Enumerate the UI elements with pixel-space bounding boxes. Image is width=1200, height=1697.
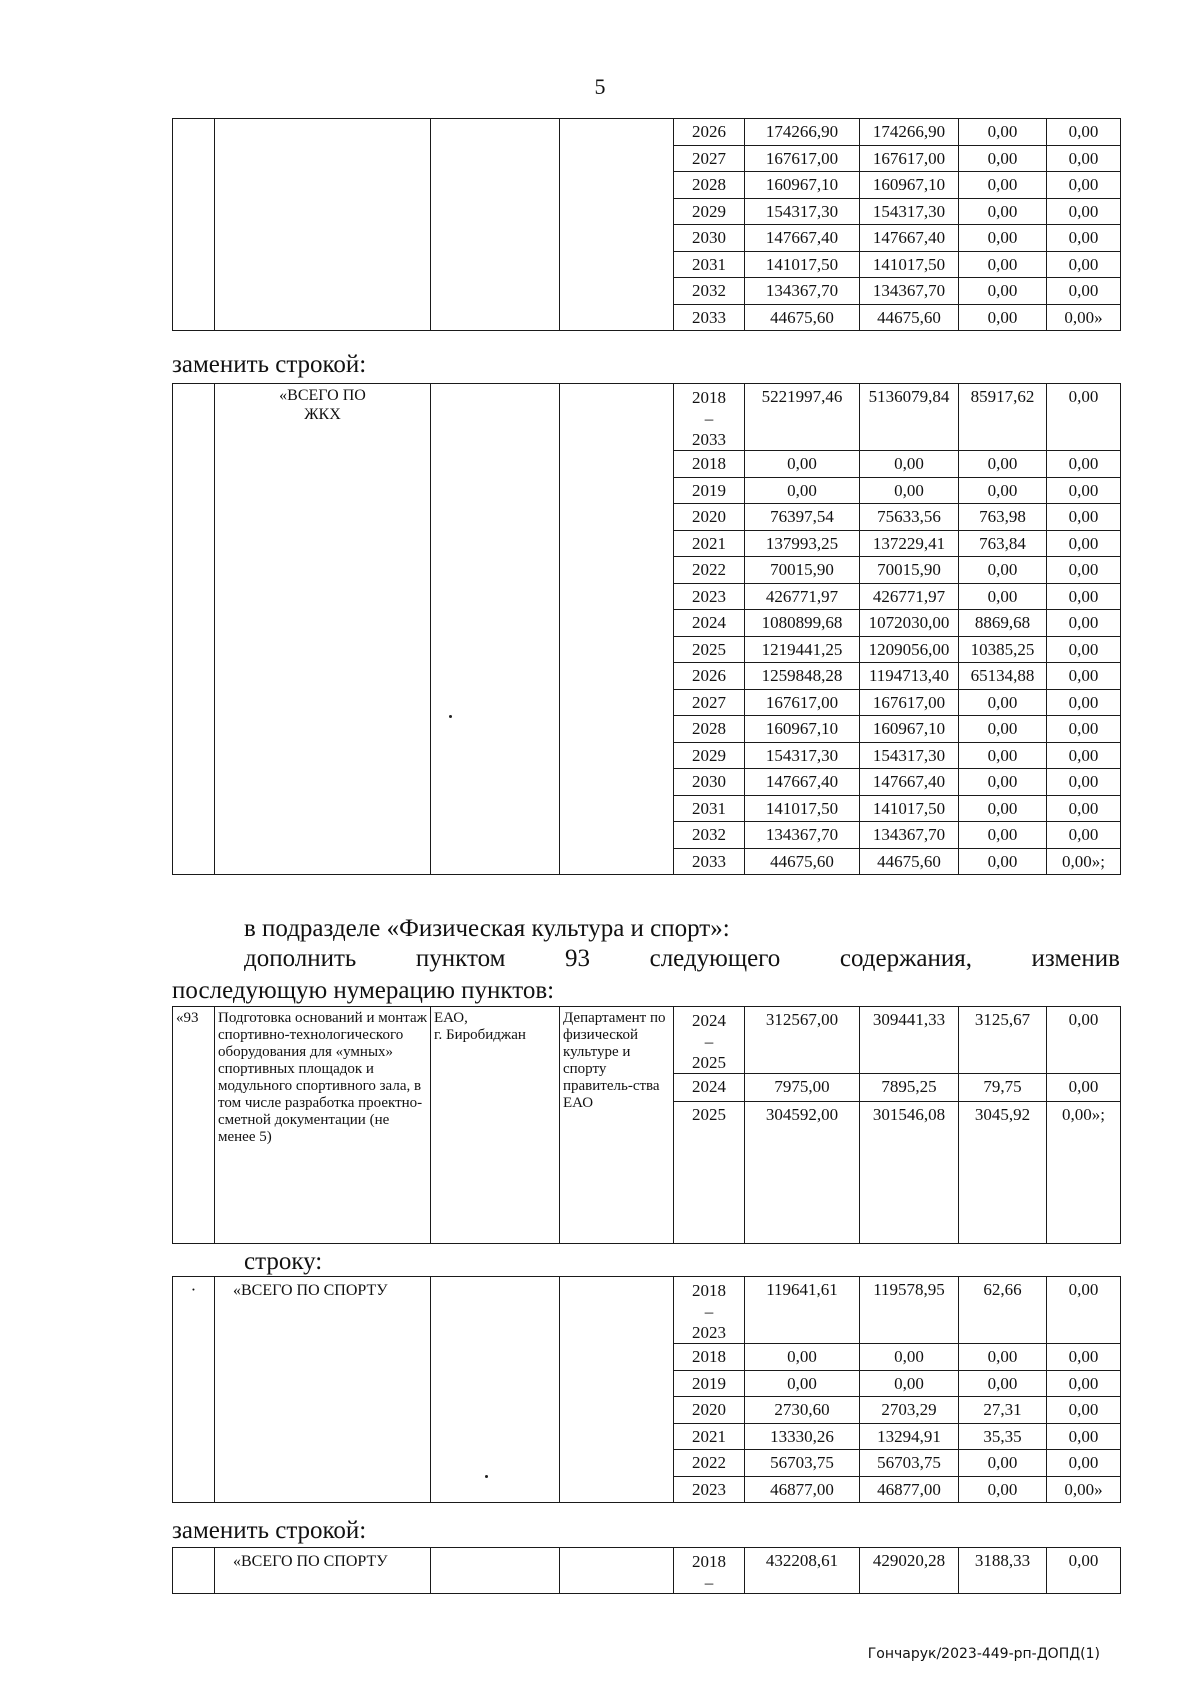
year-cell: 2019 <box>674 477 745 504</box>
value-a: 154317,30 <box>745 198 860 225</box>
value-b: 0,00 <box>860 477 959 504</box>
empty-cell <box>560 384 674 875</box>
total-label: «ВСЕГО ПО СПОРТУ <box>215 1548 431 1594</box>
value-d: 0,00 <box>1047 451 1121 478</box>
stray-dot <box>485 1475 488 1478</box>
value-c: 0,00 <box>959 451 1047 478</box>
total-a: 119641,61 <box>745 1277 860 1344</box>
year-range-cell <box>674 1548 745 1594</box>
value-a: 134367,70 <box>745 822 860 849</box>
year-cell: 2021 <box>674 530 745 557</box>
year-cell: 2030 <box>674 225 745 252</box>
value-d: 0,00» <box>1047 1476 1121 1503</box>
label-line2: ЖКХ <box>304 406 341 423</box>
value-c: 0,00 <box>959 119 1047 146</box>
value-a: 46877,00 <box>745 1476 860 1503</box>
item-executor: Департамент по физической культуре и спорту правитель-ства ЕАО <box>560 1007 674 1244</box>
table-total-zhkh <box>172 383 1121 875</box>
year-cell: 2027 <box>674 145 745 172</box>
value-d: 0,00» <box>1047 304 1121 331</box>
value-a: 426771,97 <box>745 583 860 610</box>
value-c: 0,00 <box>959 1476 1047 1503</box>
range-dash: – <box>704 1302 714 1321</box>
year-cell: 2032 <box>674 278 745 305</box>
value-a: 304592,00 <box>745 1102 860 1244</box>
label-line1: «ВСЕГО ПО <box>279 387 366 404</box>
table-total-sport-new <box>172 1547 1121 1594</box>
value-d: 0,00»; <box>1047 848 1121 875</box>
table-row-total <box>173 1277 1121 1344</box>
total-d: 0,00 <box>1047 1277 1121 1344</box>
value-d: 0,00 <box>1047 278 1121 305</box>
item-number: «93 <box>173 1007 215 1244</box>
value-b: 147667,40 <box>860 769 959 796</box>
value-d: 0,00 <box>1047 1397 1121 1424</box>
value-b: 56703,75 <box>860 1450 959 1477</box>
year-range-cell <box>674 384 745 451</box>
value-a: 44675,60 <box>745 848 860 875</box>
value-a: 0,00 <box>745 1370 860 1397</box>
value-c: 0,00 <box>959 716 1047 743</box>
value-c: 0,00 <box>959 278 1047 305</box>
value-c: 0,00 <box>959 822 1047 849</box>
value-c: 0,00 <box>959 689 1047 716</box>
place-line1: ЕАО, <box>434 1010 468 1026</box>
value-c: 0,00 <box>959 1344 1047 1371</box>
subsection-line: в подразделе «Физическая культура и спорт»: <box>244 915 730 942</box>
value-a: 134367,70 <box>745 278 860 305</box>
range-end: 2025 <box>692 1053 726 1072</box>
value-a: 167617,00 <box>745 145 860 172</box>
value-b: 7895,25 <box>860 1074 959 1102</box>
value-a: 13330,26 <box>745 1423 860 1450</box>
value-a: 2730,60 <box>745 1397 860 1424</box>
word: содержания, <box>839 945 972 972</box>
year-cell: 2032 <box>674 822 745 849</box>
value-b: 134367,70 <box>860 278 959 305</box>
word: следующего <box>649 945 781 972</box>
value-d: 0,00»; <box>1047 1102 1121 1244</box>
year-cell: 2033 <box>674 304 745 331</box>
value-a: 174266,90 <box>745 119 860 146</box>
value-c: 65134,88 <box>959 663 1047 690</box>
empty-cell <box>560 1277 674 1503</box>
value-a: 147667,40 <box>745 769 860 796</box>
value-b: 1194713,40 <box>860 663 959 690</box>
value-d: 0,00 <box>1047 1344 1121 1371</box>
total-d: 0,00 <box>1047 384 1121 451</box>
page-number: 5 <box>594 74 606 99</box>
add-paragraph-line1 <box>244 944 1120 974</box>
value-b: 147667,40 <box>860 225 959 252</box>
year-cell: 2022 <box>674 1450 745 1477</box>
value-b: 70015,90 <box>860 557 959 584</box>
value-c: 0,00 <box>959 795 1047 822</box>
value-c: 0,00 <box>959 198 1047 225</box>
year-cell: 2020 <box>674 504 745 531</box>
value-b: 0,00 <box>860 1370 959 1397</box>
year-cell: 2024 <box>674 610 745 637</box>
value-c: 763,84 <box>959 530 1047 557</box>
value-b: 0,00 <box>860 1344 959 1371</box>
year-cell: 2021 <box>674 1423 745 1450</box>
total-b: 5136079,84 <box>860 384 959 451</box>
total-c: 3188,33 <box>959 1548 1047 1594</box>
value-a: 1219441,25 <box>745 636 860 663</box>
empty-cell <box>431 1277 560 1503</box>
value-b: 0,00 <box>860 451 959 478</box>
table-item-93 <box>172 1006 1121 1244</box>
value-b: 1072030,00 <box>860 610 959 637</box>
value-c: 35,35 <box>959 1423 1047 1450</box>
value-a: 0,00 <box>745 1344 860 1371</box>
value-c: 0,00 <box>959 225 1047 252</box>
row-number-cell: · <box>173 1277 215 1503</box>
year-cell: 2030 <box>674 769 745 796</box>
word: изменив <box>1031 945 1120 972</box>
year-range-cell <box>674 1277 745 1344</box>
value-d: 0,00 <box>1047 225 1121 252</box>
value-c: 0,00 <box>959 557 1047 584</box>
value-b: 160967,10 <box>860 172 959 199</box>
value-c: 8869,68 <box>959 610 1047 637</box>
year-cell: 2029 <box>674 198 745 225</box>
value-b: 75633,56 <box>860 504 959 531</box>
value-d: 0,00 <box>1047 689 1121 716</box>
range-end: 2033 <box>692 430 726 449</box>
value-c: 0,00 <box>959 1450 1047 1477</box>
empty-cell <box>215 119 431 331</box>
year-cell: 2026 <box>674 663 745 690</box>
year-cell: 2023 <box>674 583 745 610</box>
word: пунктом <box>415 945 506 972</box>
value-d: 0,00 <box>1047 504 1121 531</box>
value-d: 0,00 <box>1047 1450 1121 1477</box>
value-d: 0,00 <box>1047 530 1121 557</box>
row-number-cell <box>173 384 215 875</box>
value-a: 44675,60 <box>745 304 860 331</box>
value-c: 79,75 <box>959 1074 1047 1102</box>
value-c: 0,00 <box>959 769 1047 796</box>
year-cell: 2022 <box>674 557 745 584</box>
value-a: 154317,30 <box>745 742 860 769</box>
value-d: 0,00 <box>1047 1423 1121 1450</box>
value-b: 167617,00 <box>860 689 959 716</box>
range-start: 2018 <box>692 388 726 407</box>
table-total-sport-old <box>172 1276 1121 1503</box>
empty-cell <box>560 119 674 331</box>
place-line2: г. Биробиджан <box>434 1027 526 1043</box>
value-b: 301546,08 <box>860 1102 959 1244</box>
value-b: 167617,00 <box>860 145 959 172</box>
value-c: 763,98 <box>959 504 1047 531</box>
item-place <box>431 1007 560 1244</box>
range-dash: – <box>704 409 714 428</box>
total-a: 432208,61 <box>745 1548 860 1594</box>
value-b: 137229,41 <box>860 530 959 557</box>
total-label <box>215 384 431 875</box>
total-b: 309441,33 <box>860 1007 959 1074</box>
year-cell: 2027 <box>674 689 745 716</box>
total-b: 119578,95 <box>860 1277 959 1344</box>
value-d: 0,00 <box>1047 1074 1121 1102</box>
year-cell: 2025 <box>674 1102 745 1244</box>
year-cell: 2026 <box>674 119 745 146</box>
range-end: 2023 <box>692 1323 726 1342</box>
value-b: 426771,97 <box>860 583 959 610</box>
range-dash: – <box>704 1573 714 1592</box>
empty-cell <box>431 384 560 875</box>
total-a: 5221997,46 <box>745 384 860 451</box>
total-label: «ВСЕГО ПО СПОРТУ <box>215 1277 431 1503</box>
year-cell: 2025 <box>674 636 745 663</box>
total-d: 0,00 <box>1047 1007 1121 1074</box>
value-d: 0,00 <box>1047 822 1121 849</box>
word: 93 <box>565 945 591 972</box>
document-footer-id: Гончарук/2023-449-рп-ДОПД(1) <box>867 1646 1100 1662</box>
value-d: 0,00 <box>1047 663 1121 690</box>
value-a: 0,00 <box>745 477 860 504</box>
row-heading: строку: <box>244 1248 323 1275</box>
value-c: 0,00 <box>959 742 1047 769</box>
value-a: 137993,25 <box>745 530 860 557</box>
total-c: 3125,67 <box>959 1007 1047 1074</box>
table-row <box>173 119 1121 146</box>
value-d: 0,00 <box>1047 769 1121 796</box>
year-cell: 2018 <box>674 1344 745 1371</box>
total-d: 0,00 <box>1047 1548 1121 1594</box>
value-b: 1209056,00 <box>860 636 959 663</box>
value-d: 0,00 <box>1047 172 1121 199</box>
value-a: 167617,00 <box>745 689 860 716</box>
value-a: 70015,90 <box>745 557 860 584</box>
value-c: 0,00 <box>959 848 1047 875</box>
value-b: 154317,30 <box>860 198 959 225</box>
value-b: 44675,60 <box>860 848 959 875</box>
total-b: 429020,28 <box>860 1548 959 1594</box>
value-b: 174266,90 <box>860 119 959 146</box>
value-c: 0,00 <box>959 477 1047 504</box>
stray-dot <box>449 715 452 718</box>
year-cell: 2033 <box>674 848 745 875</box>
value-a: 0,00 <box>745 451 860 478</box>
year-cell: 2020 <box>674 1397 745 1424</box>
value-b: 154317,30 <box>860 742 959 769</box>
value-c: 0,00 <box>959 251 1047 278</box>
value-d: 0,00 <box>1047 1370 1121 1397</box>
value-c: 27,31 <box>959 1397 1047 1424</box>
year-cell: 2024 <box>674 1074 745 1102</box>
value-d: 0,00 <box>1047 795 1121 822</box>
table-continuation-zhkh <box>172 118 1121 331</box>
value-c: 0,00 <box>959 172 1047 199</box>
value-a: 141017,50 <box>745 251 860 278</box>
year-cell: 2028 <box>674 172 745 199</box>
value-d: 0,00 <box>1047 583 1121 610</box>
value-b: 13294,91 <box>860 1423 959 1450</box>
value-c: 0,00 <box>959 1370 1047 1397</box>
value-b: 141017,50 <box>860 795 959 822</box>
value-a: 141017,50 <box>745 795 860 822</box>
value-d: 0,00 <box>1047 610 1121 637</box>
value-a: 7975,00 <box>745 1074 860 1102</box>
value-b: 134367,70 <box>860 822 959 849</box>
empty-cell <box>173 1548 215 1594</box>
value-c: 0,00 <box>959 583 1047 610</box>
value-d: 0,00 <box>1047 477 1121 504</box>
value-a: 1080899,68 <box>745 610 860 637</box>
value-b: 46877,00 <box>860 1476 959 1503</box>
total-c: 62,66 <box>959 1277 1047 1344</box>
value-d: 0,00 <box>1047 198 1121 225</box>
empty-cell <box>431 1548 560 1594</box>
range-dash: – <box>704 1032 714 1051</box>
year-cell: 2019 <box>674 1370 745 1397</box>
value-b: 160967,10 <box>860 716 959 743</box>
total-a: 312567,00 <box>745 1007 860 1074</box>
year-cell: 2031 <box>674 251 745 278</box>
word: дополнить <box>244 945 357 972</box>
range-start: 2024 <box>692 1011 726 1030</box>
value-d: 0,00 <box>1047 119 1121 146</box>
empty-cell <box>560 1548 674 1594</box>
total-c: 85917,62 <box>959 384 1047 451</box>
year-cell: 2023 <box>674 1476 745 1503</box>
value-b: 141017,50 <box>860 251 959 278</box>
replace-heading-2: заменить строкой: <box>172 1517 367 1544</box>
value-d: 0,00 <box>1047 742 1121 769</box>
year-range-cell <box>674 1007 745 1074</box>
value-c: 0,00 <box>959 145 1047 172</box>
value-c: 10385,25 <box>959 636 1047 663</box>
empty-cell <box>173 119 215 331</box>
value-d: 0,00 <box>1047 251 1121 278</box>
year-cell: 2028 <box>674 716 745 743</box>
value-a: 147667,40 <box>745 225 860 252</box>
value-b: 2703,29 <box>860 1397 959 1424</box>
table-row-total <box>173 384 1121 451</box>
year-cell: 2029 <box>674 742 745 769</box>
value-a: 1259848,28 <box>745 663 860 690</box>
value-d: 0,00 <box>1047 557 1121 584</box>
value-a: 160967,10 <box>745 172 860 199</box>
value-a: 56703,75 <box>745 1450 860 1477</box>
value-a: 76397,54 <box>745 504 860 531</box>
empty-cell <box>431 119 560 331</box>
range-start: 2018 <box>692 1552 726 1571</box>
value-c: 3045,92 <box>959 1102 1047 1244</box>
value-d: 0,00 <box>1047 716 1121 743</box>
item-description: Подготовка оснований и монтаж спортивно-технологического оборудования для «умных» спортивных площадок и модульного спортивного зала, в том числе разработка проектно-сметной документации (не менее 5) <box>215 1007 431 1244</box>
range-start: 2018 <box>692 1281 726 1300</box>
year-cell: 2031 <box>674 795 745 822</box>
value-c: 0,00 <box>959 304 1047 331</box>
value-a: 160967,10 <box>745 716 860 743</box>
add-paragraph-line2: последующую нумерацию пунктов: <box>172 977 555 1004</box>
value-b: 44675,60 <box>860 304 959 331</box>
value-d: 0,00 <box>1047 636 1121 663</box>
value-d: 0,00 <box>1047 145 1121 172</box>
replace-heading-1: заменить строкой: <box>172 351 367 378</box>
year-cell: 2018 <box>674 451 745 478</box>
